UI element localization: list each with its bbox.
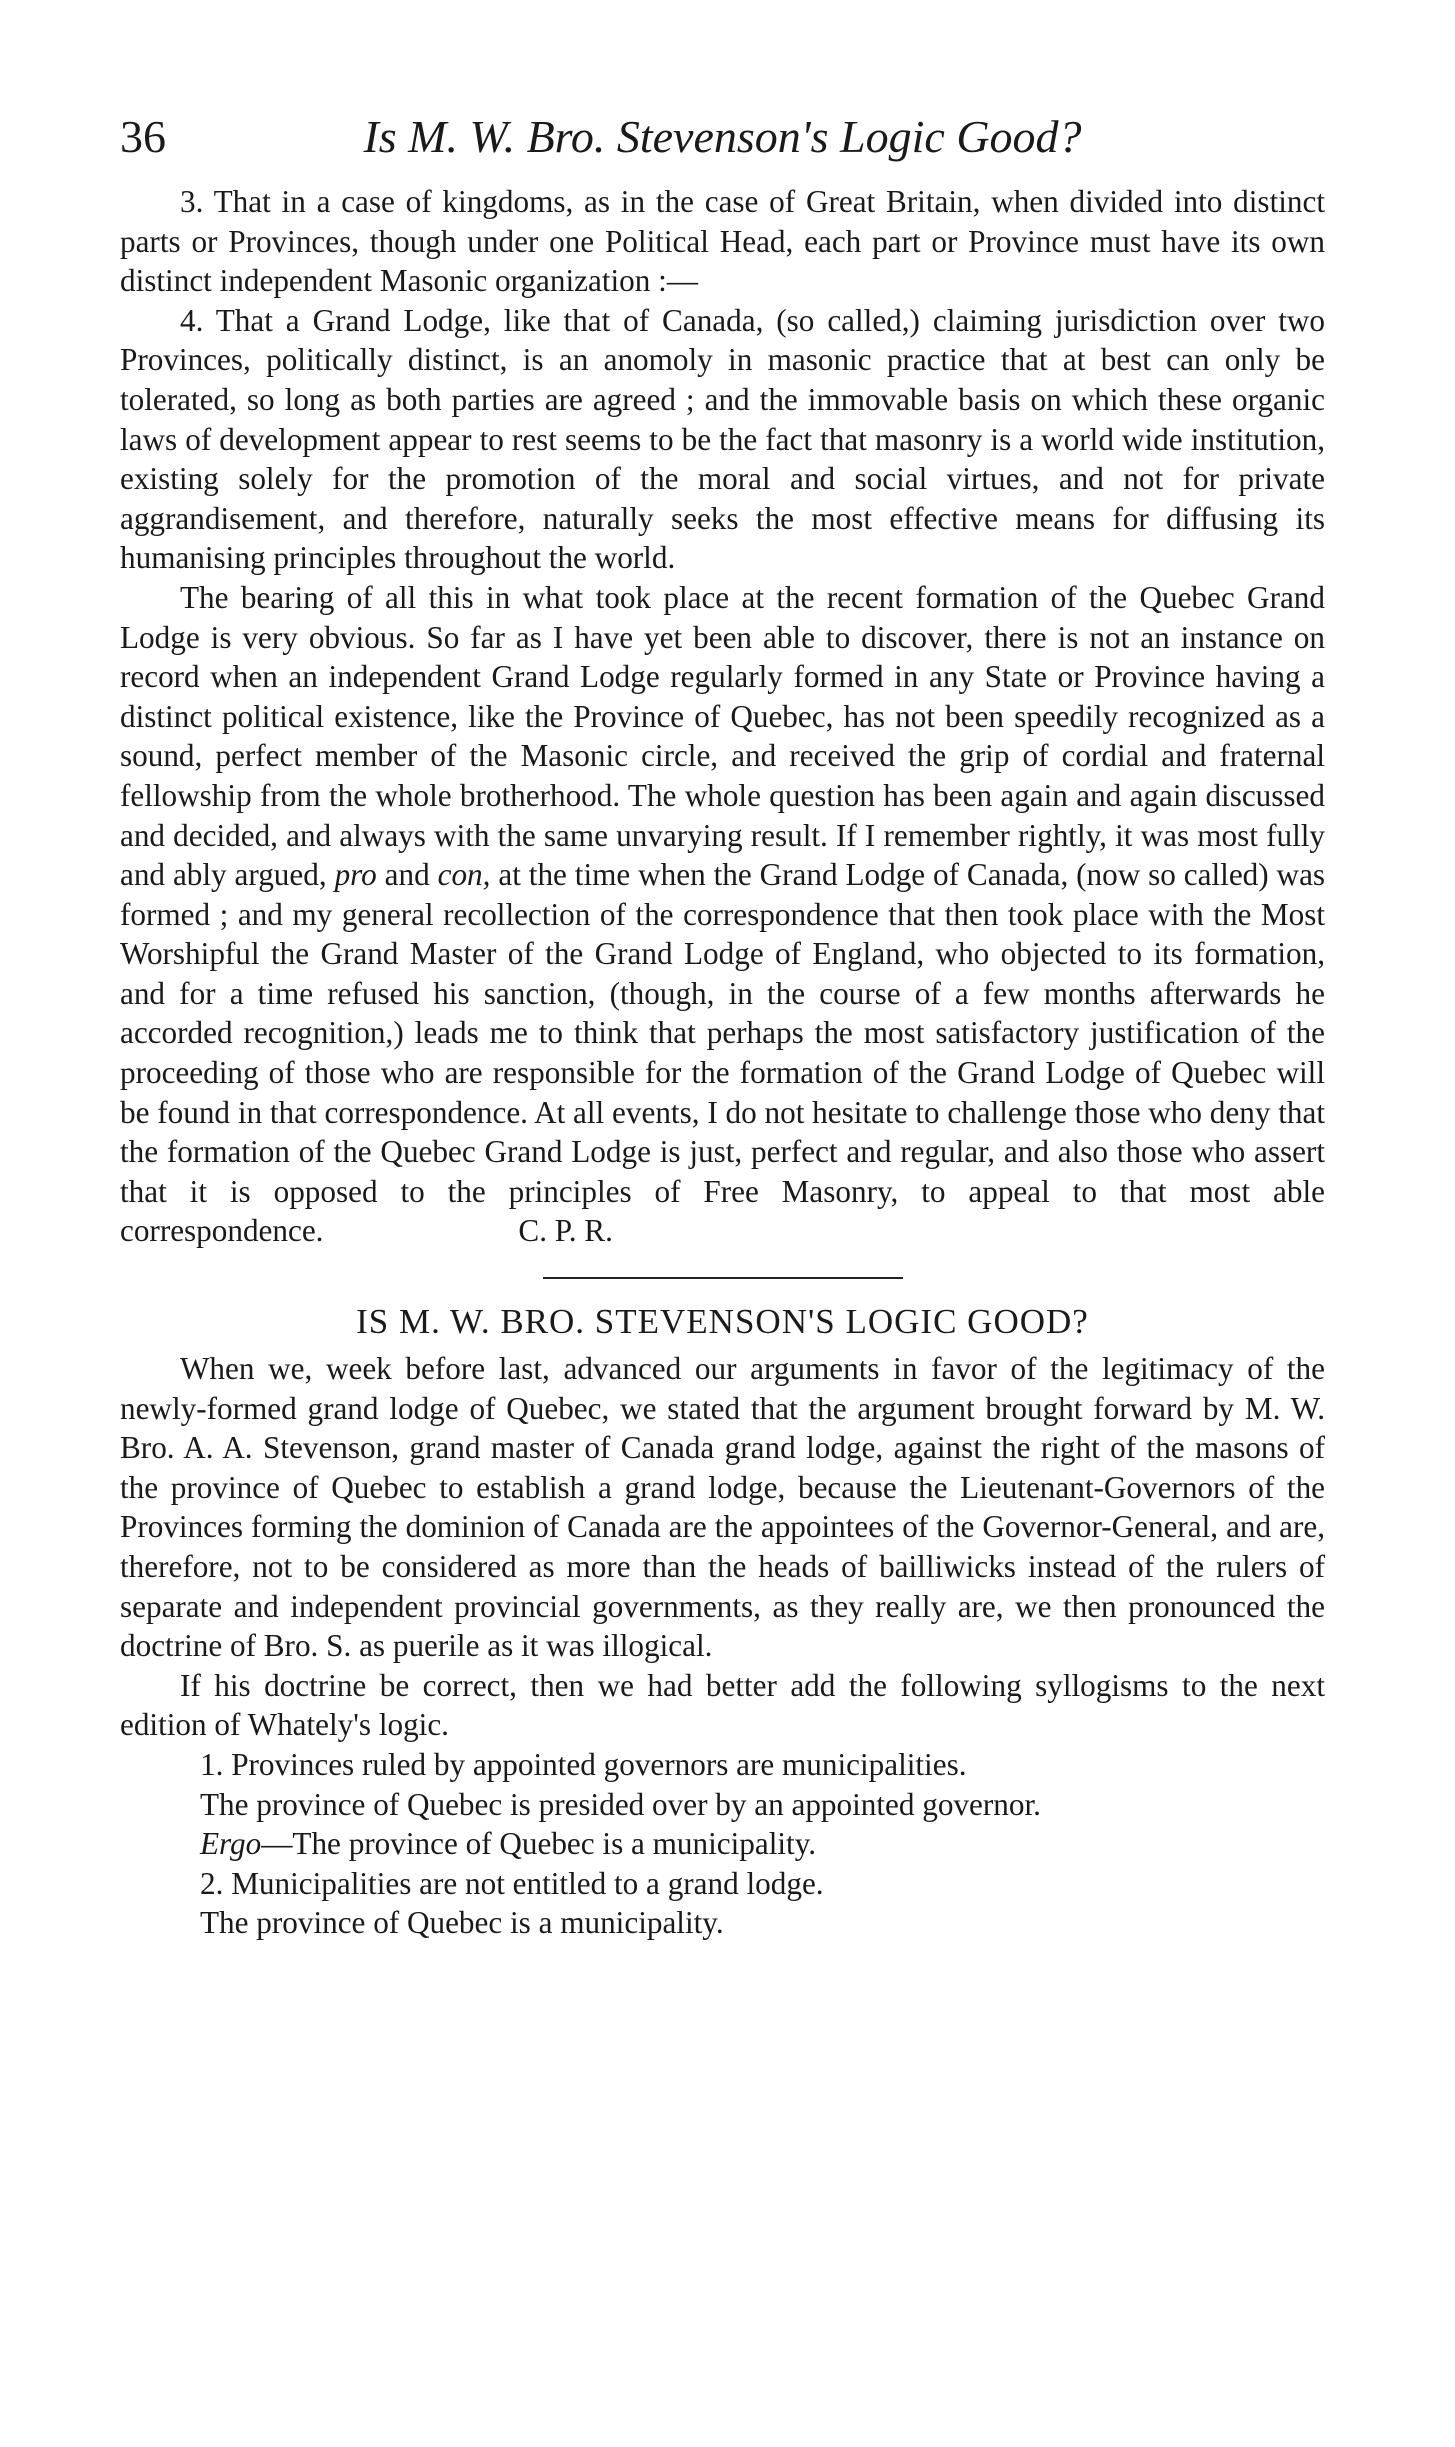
syllogism-line: The province of Quebec is a municipality. (200, 1905, 724, 1941)
page-number: 36 (120, 111, 166, 162)
article-paragraph-2: If his doctrine be correct, then we had better add the following syllogisms to the next edition of Whately's logic. (120, 1667, 1325, 1743)
ergo-word: Ergo (200, 1826, 262, 1862)
section-divider (543, 1277, 903, 1279)
syllogism-line: Ergo—The province of Quebec is a municipality. (200, 1826, 817, 1862)
paragraph-text: The bearing of all this in what took place at the recent formation of the Quebec Grand Lodge is very obvious. So far as I have yet been able to discover, there is not an instance on record when an independent Grand Lodge regularly formed in any State or Province having a distinct political existence, like the Province of Quebec, has not been speedily recognized as a sound, perfect member of the Masonic circle, and received the grip of cordial and fraternal fellowship from the whole brotherhood. The whole question has been again and again discussed and decided, and always with the same unvarying result. If I remember rightly, it was most fully and ably argued, (120, 579, 1325, 893)
syllogism-line: The province of Quebec is presided over by an appointed governor. (200, 1786, 1041, 1822)
syllogism-line: 2. Municipalities are not entitled to a grand lodge. (200, 1865, 824, 1901)
running-header (120, 110, 1325, 182)
paragraph-text: at the time when the Grand Lodge of Canada, (now so called) was formed ; and my general recollection of the correspondence that then took place with the Most Worshipful the Grand Master of the Grand Lodge of England, who objected to its formation, and for a time refused his sanction, (though, in the course of a few months afterwards he accorded recognition,) leads me to think that perhaps the most satisfactory justification of the proceeding of those who are responsible for the formation of the Grand Lodge of Quebec will be found in that correspondence. At all events, I do not hesitate to challenge those who deny that the formation of the Quebec Grand Lodge is just, perfect and regular, and also those who assert that it is opposed to the principles of Free Masonry, to appeal to that most able correspondence. (120, 857, 1326, 1249)
running-title: Is M. W. Bro. Stevenson's Logic Good? (363, 111, 1082, 162)
letter-paragraph-3: 3. That in a case of kingdoms, as in the case of Great Britain, when divided into distinct parts or Provinces, though under one Political Head, each part or Province must have its own distinct independent Masonic organization :— (120, 184, 1325, 299)
syllogism-list (120, 1745, 1325, 1943)
article-heading: IS M. W. BRO. STEVENSON'S LOGIC GOOD? (356, 1302, 1089, 1342)
article-section (120, 1299, 1325, 1943)
letter-paragraph-5 (120, 578, 1325, 1251)
syllogism-line: 1. Provinces ruled by appointed governors are municipalities. (200, 1746, 967, 1782)
syllogism-conclusion: The province of Quebec is a municipality. (292, 1826, 817, 1862)
letter-paragraph-4: 4. That a Grand Lodge, like that of Canada, (so called,) claiming jurisdiction over two Provinces, politically distinct, is an anomoly in masonic practice that at best can only be tolerated, so long as both parties are agreed ; and the immovable basis on which these organic laws of development appear to rest seems to be the fact that masonry is a world wide institution, existing solely for the promotion of the moral and social virtues, and not for private aggrandisement, and therefore, naturally seeks the most effective means for diffusing its humanising principles throughout the world. (120, 302, 1325, 576)
italic-pro: pro (334, 857, 377, 893)
letter-section (120, 182, 1325, 1251)
article-paragraph-1: When we, week before last, advanced our arguments in favor of the legitimacy of the newly-formed grand lodge of Quebec, we stated that the argument brought forward by M. W. Bro. A. A. Stevenson, grand master of Canada grand lodge, against the right of the masons of the province of Quebec to establish a grand lodge, because the Lieutenant-Governors of the Provinces forming the dominion of Canada are the appointees of the Governor-General, and are, therefore, not to be considered as more than the heads of bailliwicks instead of the rulers of separate and independent provincial governments, as they really are, we then pronounced the doctrine of Bro. S. as puerile as it was illogical. (120, 1351, 1325, 1664)
book-page (120, 110, 1325, 1943)
signature: C. P. R. (518, 1213, 613, 1249)
italic-con: con, (437, 857, 491, 893)
paragraph-text: and (384, 857, 430, 893)
